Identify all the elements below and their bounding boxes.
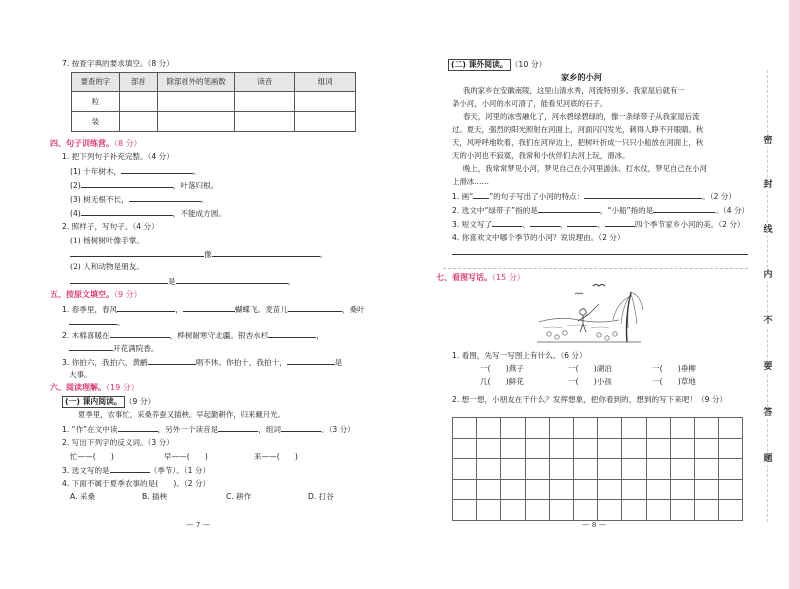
grid-cell[interactable] xyxy=(671,418,695,439)
grid-cell[interactable] xyxy=(574,480,598,501)
writing-grid[interactable] xyxy=(452,417,743,521)
grid-cell[interactable] xyxy=(622,459,646,480)
s6-q2-item[interactable]: 忙——( ) xyxy=(70,452,114,461)
s4-q1-1: (1) 十年树木， 。 xyxy=(70,167,201,176)
flowers xyxy=(547,331,617,340)
grid-cell[interactable] xyxy=(647,418,671,439)
section-divider xyxy=(443,268,748,269)
s4-q1: 1. 把下列句子补充完整。（4 分） xyxy=(62,152,174,161)
passage-line: 天，风呼呼地吹着，我们在河岸边上，把树叶折成一只只小船放在河面上，秋 xyxy=(452,138,704,147)
s4-q2-1: (1) 杨树树叶像手掌。 xyxy=(70,236,144,245)
grid-cell[interactable] xyxy=(695,500,719,521)
margin-char: 不 xyxy=(761,316,775,327)
grid-cell[interactable] xyxy=(647,500,671,521)
option-b[interactable]: B. 插秧 xyxy=(142,492,168,501)
fill-blank[interactable] xyxy=(605,219,635,227)
grid-cell[interactable] xyxy=(453,439,477,460)
p-q2: 2. 想一想，小朋友在干什么？发挥想象，把你看到的、想到的写下来吧！（9 分） xyxy=(452,395,728,404)
s5-q2: 2. 木棉喜暖在 ，桦树耐寒守北疆。银杏水杉 ， xyxy=(62,331,324,340)
fill-blank[interactable] xyxy=(492,219,522,227)
fill-blank[interactable] xyxy=(567,219,597,227)
grid-cell[interactable] xyxy=(598,439,622,460)
s4-q2-2-fill: 是 。 xyxy=(70,276,295,286)
table-cell: 装 xyxy=(72,112,120,132)
p-q1-item[interactable]: 一( )草地 xyxy=(652,377,696,386)
seal-line-strip xyxy=(758,70,778,522)
s5-q1-cont: 。 xyxy=(69,317,125,327)
grid-cell[interactable] xyxy=(574,500,598,521)
grid-cell[interactable] xyxy=(671,459,695,480)
page-number: — 8 — xyxy=(582,520,607,529)
grid-cell[interactable] xyxy=(719,500,743,521)
s4-q1-2: (2) ，叶落归根。 xyxy=(70,181,219,190)
passage-line: 晚上，我常常梦见小河，梦见自己在小河里游泳、打水仗，梦见自己在小河 xyxy=(463,164,707,173)
section-4-heading: 四、句子训练营。（8 分） xyxy=(50,139,142,148)
passage-line: 上滑冰…… xyxy=(452,177,489,186)
section-6-heading: 六、阅读理解。（19 分） xyxy=(50,383,139,392)
table-header: 读音 xyxy=(235,73,295,92)
grid-cell[interactable] xyxy=(622,500,646,521)
grid-cell[interactable] xyxy=(695,480,719,501)
grid-cell[interactable] xyxy=(550,459,574,480)
s4-q1-4: (4) ，不能成方圆。 xyxy=(70,209,226,218)
grid-cell[interactable] xyxy=(453,459,477,480)
passage-line: 我的家乡在安徽南陵，这里山清水秀，河流特别多。我家屋后就有一 xyxy=(463,86,685,95)
grid-cell[interactable] xyxy=(477,500,501,521)
fill-blank[interactable] xyxy=(584,191,702,199)
s6-q4: 4. 下面不属于夏季农事的是( )。（2 分） xyxy=(62,479,211,488)
grid-cell[interactable] xyxy=(501,500,525,521)
grid-cell[interactable] xyxy=(477,459,501,480)
scene-illustration xyxy=(535,282,645,344)
grid-cell[interactable] xyxy=(526,439,550,460)
s6-q1: 1. “作”在文中读 ，另外一个读音是 ，组词 。（3 分） xyxy=(62,425,355,434)
section-5-heading: 五、按原文填空。（9 分） xyxy=(50,290,142,299)
s6-q3: 3. 选文写的是 （季节）。（1 分） xyxy=(62,466,211,475)
grid-cell[interactable] xyxy=(526,500,550,521)
grid-cell[interactable] xyxy=(501,480,525,501)
edge-band xyxy=(789,0,800,589)
grid-cell[interactable] xyxy=(526,480,550,501)
p-q1-item[interactable]: 一( )燕子 xyxy=(480,364,524,373)
r-q1: 1. 画“ ”的句子写出了小河的特点： 。（2 分） xyxy=(452,192,737,201)
grid-cell[interactable] xyxy=(453,480,477,501)
page-number: — 7 — xyxy=(186,520,211,529)
grid-cell[interactable] xyxy=(598,418,622,439)
table-header: 除部首外的笔画数 xyxy=(157,73,235,92)
grid-cell[interactable] xyxy=(622,418,646,439)
s4-q1-3: (3) 树无根不长， 。 xyxy=(70,195,209,204)
margin-char: 内 xyxy=(761,270,775,281)
p-q1-item[interactable]: 一( )小孩 xyxy=(568,377,612,386)
grid-cell[interactable] xyxy=(695,418,719,439)
grid-cell[interactable] xyxy=(647,480,671,501)
p-q1-item[interactable]: 一( )垂柳 xyxy=(652,364,696,373)
grid-cell[interactable] xyxy=(598,480,622,501)
q7-title: 7. 按查字典的要求填空。（8 分） xyxy=(62,59,174,68)
grid-cell[interactable] xyxy=(671,439,695,460)
grid-cell[interactable] xyxy=(695,439,719,460)
grid-cell[interactable] xyxy=(695,459,719,480)
table-header: 要查的字 xyxy=(72,73,120,92)
passage-line: 过。夏天，强烈的阳光照射在河面上，河面闪闪发光，刺得人睁不开眼睛。秋 xyxy=(452,125,704,134)
grid-cell[interactable] xyxy=(453,418,477,439)
grid-cell[interactable] xyxy=(574,418,598,439)
option-d[interactable]: D. 打谷 xyxy=(308,492,334,501)
s6-q2: 2. 写出下列字的反义词。（3 分） xyxy=(62,438,174,447)
grid-cell[interactable] xyxy=(574,459,598,480)
table-header: 组词 xyxy=(295,73,356,92)
passage-line: 天的小河也不寂寞，我常和小伙伴们去河上玩，滑冰。 xyxy=(452,151,630,160)
passage-line: 春天，河里的冰雪融化了，河水碧绿碧绿的，像一条绿带子从我家屋后流 xyxy=(463,112,700,121)
grid-cell[interactable] xyxy=(501,459,525,480)
s5-q2-cont: 开花满院香。 xyxy=(69,343,159,353)
margin-char: 线 xyxy=(761,225,775,236)
margin-char: 封 xyxy=(761,180,775,191)
passage-line: 条小河，小河的水可清了，能看见河底的石子。 xyxy=(452,99,608,108)
grid-cell[interactable] xyxy=(526,418,550,439)
grid-cell[interactable] xyxy=(550,480,574,501)
grid-cell[interactable] xyxy=(671,480,695,501)
fill-blank[interactable] xyxy=(653,205,715,213)
child-head xyxy=(580,309,586,315)
s6-q2-item[interactable]: 早——( ) xyxy=(164,452,208,461)
grid-cell[interactable] xyxy=(550,439,574,460)
s5-q3: 3. 你拍六，我拍六，黄鹂 唱不休。你拍十，我拍十， 是 xyxy=(62,358,343,367)
grid-cell[interactable] xyxy=(550,500,574,521)
grid-cell[interactable] xyxy=(671,500,695,521)
swallow-icon xyxy=(575,293,583,294)
grid-cell[interactable] xyxy=(477,480,501,501)
table-header: 部首 xyxy=(119,73,157,92)
s6-q2-item[interactable]: 来——( ) xyxy=(254,452,298,461)
margin-char: 题 xyxy=(761,454,775,465)
grid-cell[interactable] xyxy=(622,480,646,501)
r-q3: 3. 短文写了 、 、 、 四个季节家乡小河的美。（2 分） xyxy=(452,220,745,229)
grid-cell[interactable] xyxy=(719,480,743,501)
child-body xyxy=(578,314,589,332)
p-q1: 1. 看图，先写一写图上有什么。（6 分） xyxy=(452,351,587,360)
grid-cell[interactable] xyxy=(477,418,501,439)
r-q2: 2. 选文中“绿带子”指的是 ，“小船”指的是 。（4 分） xyxy=(452,206,750,215)
s5-q1: 1. 春季里，春风 ， 蝴蝶飞。麦苗儿 ，桑叶 xyxy=(62,305,365,314)
answer-line[interactable] xyxy=(452,247,748,255)
grid-cell[interactable] xyxy=(598,500,622,521)
grid-cell[interactable] xyxy=(574,439,598,460)
s4-q2-1-fill: 像 。 xyxy=(70,249,327,259)
grid-cell[interactable] xyxy=(719,418,743,439)
option-a[interactable]: A. 采桑 xyxy=(70,492,96,501)
table-cell: 粒 xyxy=(72,92,120,112)
s6-passage: 夏季里，农事忙，采桑养蚕又插秧。早起勤耕作，归来戴月光。 xyxy=(78,410,285,419)
fill-blank[interactable] xyxy=(530,219,560,227)
grid-cell[interactable] xyxy=(647,459,671,480)
margin-char: 要 xyxy=(761,362,775,373)
water-ripples xyxy=(543,325,609,328)
passage-title: 家乡的小河 xyxy=(561,72,602,82)
s4-q2: 2. 照样子，写句子。（4 分） xyxy=(62,222,159,231)
sub2-heading: (二) 课外阅读。 （10 分） xyxy=(448,59,546,71)
swallow-icon xyxy=(593,285,605,287)
option-c[interactable]: C. 耕作 xyxy=(226,492,252,501)
grid-cell[interactable] xyxy=(719,439,743,460)
p-q1-item[interactable]: 一( )湖泊 xyxy=(568,364,612,373)
s5-q3-cont: 大事。 xyxy=(69,370,92,379)
fill-blank[interactable] xyxy=(538,205,600,213)
grid-cell[interactable] xyxy=(550,418,574,439)
grid-cell[interactable] xyxy=(501,418,525,439)
grid-cell[interactable] xyxy=(719,459,743,480)
s4-q2-2: (2) 人和动物是朋友。 xyxy=(70,262,144,271)
kite-string xyxy=(589,304,599,314)
grid-cell[interactable] xyxy=(526,459,550,480)
grid-cell[interactable] xyxy=(598,459,622,480)
s6-sub1-heading: (一) 课内阅读。 （9 分） xyxy=(62,396,155,408)
grid-cell[interactable] xyxy=(501,439,525,460)
r-q4-answer xyxy=(452,247,748,257)
section-7-heading: 七、看图写话。（15 分） xyxy=(436,273,525,282)
grid-cell[interactable] xyxy=(622,439,646,460)
r-q4: 4. 你喜欢文中哪个季节的小河？说说理由。（2 分） xyxy=(452,233,625,242)
margin-char: 密 xyxy=(761,136,775,147)
p-q1-item[interactable]: 几( )鲜花 xyxy=(480,377,524,386)
margin-char: 答 xyxy=(761,408,775,419)
grid-cell[interactable] xyxy=(477,439,501,460)
willow-branches xyxy=(613,292,643,328)
grid-cell[interactable] xyxy=(453,500,477,521)
grid-cell[interactable] xyxy=(647,439,671,460)
